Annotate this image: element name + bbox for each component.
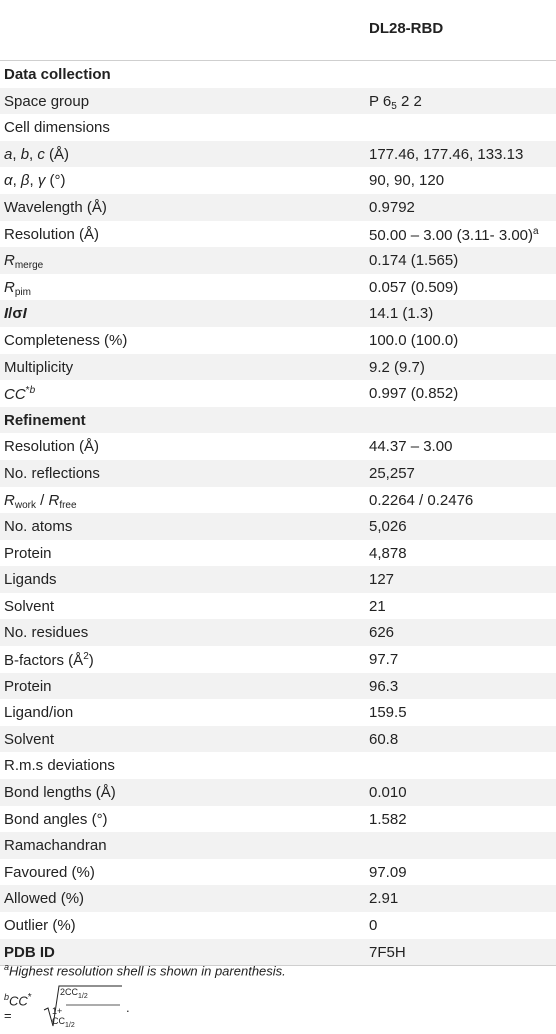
table-row [0, 247, 556, 274]
row-label: $R_{work} / R_{free}$ [4, 491, 77, 511]
table-row [0, 726, 556, 753]
row-value: 127 [369, 571, 395, 589]
row-value: 159.5 [369, 704, 407, 722]
row-label: Wavelength (Å) [4, 198, 107, 216]
table-row [0, 460, 556, 487]
table-row [0, 513, 556, 540]
row-label: Resolution (Å) [4, 438, 100, 456]
row-value: 14.1 (1.3) [369, 305, 434, 323]
row-label: Ligands [4, 571, 57, 589]
row-value: 0.997 (0.852) [369, 385, 459, 403]
table-row [0, 61, 556, 88]
row-value: 0.010 [369, 784, 407, 802]
row-label: Outlier (%) [4, 917, 76, 934]
row-label: PDB ID [4, 943, 55, 961]
table-row [0, 912, 556, 939]
table-row [0, 779, 556, 806]
row-value: 96.3 [369, 677, 399, 695]
row-value: 2.91 [369, 890, 399, 908]
table-body [0, 61, 556, 966]
footnote-a: $^a$Highest resolution shell is shown in parenthesis. [4, 962, 286, 979]
row-label: $R_{pim}$ [4, 278, 31, 298]
row-value: 0.057 (0.509) [369, 278, 459, 296]
table-row [0, 487, 556, 514]
row-value: 7F5H [369, 943, 406, 961]
table-row [0, 859, 556, 886]
row-label: Multiplicity [4, 358, 74, 376]
table-row [0, 540, 556, 567]
row-label: No. atoms [4, 518, 73, 536]
table-row [0, 407, 556, 434]
table-row [0, 327, 556, 354]
table-row [0, 194, 556, 221]
table-row [0, 433, 556, 460]
column-header: DL28-RBD [369, 20, 444, 37]
table-row [0, 274, 556, 301]
table-header [0, 0, 556, 61]
table-row [0, 88, 556, 115]
row-label: Ramachandran [4, 837, 107, 855]
row-value: P $6_5$ 2 2 [369, 92, 422, 112]
table-row [0, 300, 556, 327]
row-label: Resolution (Å) [4, 225, 100, 243]
row-label: $R_{merge}$ [4, 252, 44, 272]
row-label: B-factors $(Å^2)$ [4, 651, 94, 670]
row-value: 0 [369, 917, 378, 934]
row-label: Bond lengths (Å) [4, 784, 116, 802]
row-value: 626 [369, 624, 395, 642]
row-value: 0.2264 / 0.2476 [369, 491, 474, 509]
row-value: 44.37 – 3.00 [369, 438, 453, 456]
table-row [0, 832, 556, 859]
row-label: Protein [4, 677, 52, 695]
row-value: 0.9792 [369, 198, 415, 216]
row-label: Solvent [4, 730, 55, 748]
row-value: 50.00 – 3.00 (3.11- 3.00)$^a$ [369, 225, 539, 244]
row-value: 90, 90, 120 [369, 172, 445, 190]
row-label: R.m.s deviations [4, 757, 115, 775]
row-label: I/σI [4, 305, 27, 323]
row-label: Bond angles (°) [4, 810, 108, 828]
table-row [0, 114, 556, 141]
table-row [0, 885, 556, 912]
row-label: Refinement [4, 411, 86, 429]
row-label: Protein [4, 544, 52, 562]
row-value: 97.09 [369, 863, 407, 881]
row-value: 60.8 [369, 730, 399, 748]
row-label: No. reflections [4, 464, 100, 482]
row-value: 1.582 [369, 810, 407, 828]
row-label: Space group [4, 92, 90, 110]
row-label: α, β, γ (°) [4, 172, 66, 190]
row-label: CC$^{*b}$ [4, 385, 36, 404]
table-row [0, 141, 556, 168]
row-label: Ligand/ion [4, 704, 74, 722]
row-label: Allowed (%) [4, 890, 85, 908]
row-value: 21 [369, 597, 386, 615]
row-value: 5,026 [369, 518, 407, 536]
row-label: a, b, c (Å) [4, 145, 70, 163]
table-row [0, 221, 556, 248]
row-value: 9.2 (9.7) [369, 358, 425, 376]
table-row [0, 354, 556, 381]
row-value: 100.0 (100.0) [369, 331, 459, 349]
table-row [0, 619, 556, 646]
row-value: 25,257 [369, 464, 415, 482]
row-label: Data collection [4, 66, 111, 83]
row-label: Favoured (%) [4, 863, 95, 881]
row-label: Solvent [4, 597, 55, 615]
table-row [0, 593, 556, 620]
row-label: Cell dimensions [4, 119, 110, 137]
table-row [0, 646, 556, 673]
table-row [0, 673, 556, 700]
table-row [0, 806, 556, 833]
row-value: 4,878 [369, 544, 407, 562]
row-label: No. residues [4, 624, 89, 642]
row-value: 97.7 [369, 651, 399, 669]
table-row [0, 380, 556, 407]
row-value: 0.174 (1.565) [369, 252, 459, 270]
table-row [0, 699, 556, 726]
table-row [0, 752, 556, 779]
row-label: Completeness (%) [4, 331, 128, 349]
row-value: 177.46, 177.46, 133.13 [369, 145, 524, 163]
table-row [0, 566, 556, 593]
table-row [0, 167, 556, 194]
